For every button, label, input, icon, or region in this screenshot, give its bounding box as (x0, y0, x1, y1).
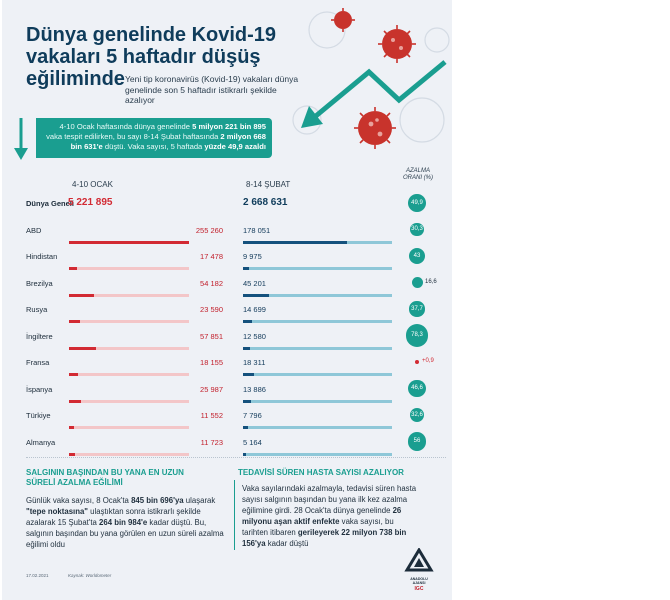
value-week1: 11 552 (200, 411, 223, 420)
bar-track-week1 (69, 453, 189, 456)
rate-circle: 32,6 (410, 408, 424, 422)
value-week1: 17 478 (200, 252, 223, 261)
left-section-body: Günlük vaka sayısı, 8 Ocak'ta 845 bin 696'ya ulaşarak "tepe noktasına" ulaştıktan sonra istikrarlı şekilde azalarak 15 Şubat'ta 264 bin 984'e kadar düştü. Bu, salgının başından bu yana görülen en uzun süreli azalma eğilimi oldu (26, 496, 224, 549)
value-week2: 178 051 (243, 225, 271, 235)
intro-box: 4-10 Ocak haftasında dünya genelinde 5 milyon 221 bin 895 vaka tespit edilirken, bu sayı 8-14 Şubat haftasında 2 milyon 668 bin 631'e düştü. Vaka sayısı, 5 haftada yüzde 49,9 azaldı (36, 118, 272, 158)
bar-week1 (69, 267, 77, 270)
bar-track-week1 (69, 400, 189, 403)
bar-track-week2 (243, 453, 392, 456)
bar-week2 (243, 373, 254, 376)
bar-track-week2 (243, 320, 392, 323)
value-week1: 23 590 (200, 305, 223, 314)
value-week2: 14 699 (243, 305, 266, 314)
value-week2: 2 668 631 (243, 197, 288, 208)
row-label: Brezilya (26, 278, 53, 288)
bar-week2 (243, 453, 246, 456)
page-subtitle: Yeni tip koronavirüs (Kovid-19) vakaları dünya genelinde son 5 haftadır istikrarlı şekilde azalıyor (125, 74, 299, 105)
value-week2: 9 975 (243, 252, 262, 261)
bar-track-week1 (69, 426, 189, 429)
column-header-rate: AZALMA ORANI (%) (403, 168, 433, 181)
value-week1: 25 987 (200, 384, 223, 394)
bar-week1 (69, 453, 75, 456)
value-week2: 45 201 (243, 278, 266, 288)
rate-circle: 43 (409, 248, 425, 264)
rate-circle: 49,9 (408, 194, 426, 212)
column-header-week1: 4-10 OCAK (72, 180, 113, 189)
bar-week1 (69, 241, 189, 244)
bar-week2 (243, 400, 251, 403)
bar-track-week2 (243, 267, 392, 270)
footer-source: Kaynak: Worldometer (68, 573, 112, 578)
down-arrow-icon (12, 118, 30, 162)
value-week1: 11 723 (200, 437, 223, 447)
row-label: Dünya Geneli (26, 199, 74, 208)
value-week1: 255 260 (195, 225, 223, 235)
bar-week1 (69, 426, 74, 429)
row-label: Almanya (26, 437, 56, 447)
bar-week2 (243, 267, 249, 270)
rate-dot (415, 360, 419, 364)
value-week1: 18 155 (200, 358, 223, 367)
bar-track-week2 (243, 426, 392, 429)
right-section-rule (234, 480, 235, 550)
rate-label: 16,6 (425, 278, 437, 285)
bar-week1 (69, 294, 94, 297)
infographic-panel (2, 0, 452, 600)
virus-illustration-icon (287, 0, 452, 170)
rate-circle: 56 (408, 432, 427, 451)
anadolu-logo: ANADOLU AJANSI IGC (404, 548, 434, 588)
value-week2: 5 164 (243, 437, 262, 447)
rate-circle: 37,7 (409, 301, 424, 316)
bar-week1 (69, 320, 80, 323)
anadolu-logo-icon (404, 548, 434, 572)
value-week1: 5 221 895 (68, 197, 113, 208)
row-label: ABD (26, 225, 42, 235)
rate-circle (412, 277, 423, 288)
rate-circle: 30,3 (410, 223, 424, 237)
page-title: Dünya genelinde Kovid-19 vakaları 5 haftadır düşüş eğiliminde (26, 24, 277, 90)
row-label: Fransa (26, 358, 50, 367)
bar-week2 (243, 426, 248, 429)
value-week2: 12 580 (243, 331, 266, 341)
row-label: İspanya (26, 384, 53, 394)
rate-label: +0,9 (422, 358, 434, 364)
bar-track-week1 (69, 373, 189, 376)
bar-week2 (243, 347, 250, 350)
right-section-title: TEDAVİSİ SÜREN HASTA SAYISI AZALIYOR (238, 468, 404, 477)
row-label: Hindistan (26, 252, 58, 261)
value-week2: 7 796 (243, 411, 262, 420)
bar-week1 (69, 373, 78, 376)
bar-track-week2 (243, 347, 392, 350)
value-week2: 13 886 (243, 384, 266, 394)
bar-week2 (243, 241, 347, 244)
footer-date: 17.02.2021 (26, 573, 49, 578)
row-label: İngiltere (26, 331, 53, 341)
rate-circle: 46,6 (408, 380, 425, 397)
value-week1: 54 182 (200, 278, 223, 288)
bar-track-week2 (243, 373, 392, 376)
row-label: Türkiye (26, 411, 51, 420)
divider (26, 457, 446, 458)
rate-circle: 78,3 (406, 324, 428, 346)
row-label: Rusya (26, 305, 48, 314)
bar-week1 (69, 400, 81, 403)
bar-track-week1 (69, 267, 189, 270)
bar-week2 (243, 294, 269, 297)
bar-week1 (69, 347, 96, 350)
value-week2: 18 311 (243, 358, 266, 367)
right-section-body: Vaka sayılarındaki azalmayla, tedavisi süren hasta sayısı salgının başından bu yana ilk kez azalma eğilimine girdi. 28 Ocak'ta dünya genelinde 26 milyonu aşan aktif enfekte vaka sayısı, bu tarihten itibaren gerileyerek 22 milyon 738 bin 156'ya kadar düştü (242, 484, 417, 548)
bar-week2 (243, 320, 252, 323)
bar-track-week2 (243, 400, 392, 403)
value-week1: 57 851 (200, 331, 223, 341)
column-header-week2: 8-14 ŞUBAT (246, 180, 291, 189)
bar-track-week1 (69, 320, 189, 323)
left-section-title: SALGININ BAŞINDAN BU YANA EN UZUN SÜRELİ AZALMA EĞİLİMİ (26, 468, 184, 487)
